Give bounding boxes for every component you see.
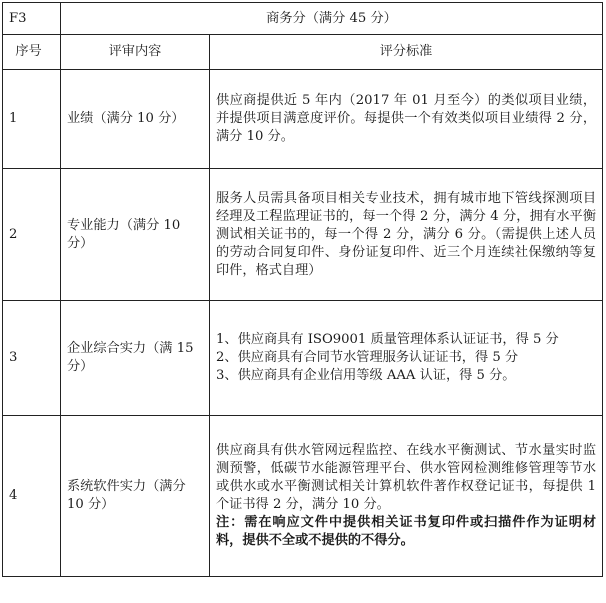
row-number: 3 [3,301,61,416]
table-title: 商务分（满分 45 分） [61,3,603,35]
row-item: 系统软件实力（满分 10 分） [61,416,210,577]
scoring-table [2,2,603,577]
table-row [3,169,603,301]
row-criteria [210,70,603,169]
criteria-text: 1、供应商具有 ISO9001 质量管理体系认证证书，得 5 分 [216,332,559,347]
row-item: 业绩（满分 10 分） [61,70,210,169]
table-row [3,70,603,169]
row-item: 专业能力（满分 10 分） [61,169,210,301]
row-number: 4 [3,416,61,577]
criteria-text: 2、供应商具有合同节水管理服务认证证书，得 5 分 [216,350,519,365]
table-title-row [3,3,603,35]
row-criteria [210,169,603,301]
criteria-text: 服务人员需具备项目相关专业技术，拥有城市地下管线探测项目经理及工程监理证书的，每一个得 2 分，满分 4 分，拥有水平衡测试相关证书的，每一个得 2 分，满分 6 分。（需提供上述人员的劳动合同复印件、身份证复印件、近三个月连续社保缴纳等复印件，格式自理） [216,190,597,278]
table-row [3,301,603,416]
criteria-note: 注：需在响应文件中提供相关证书复印件或扫描件作为证明材料，提供不全或不提供的不得分。 [216,515,597,548]
header-number: 序号 [3,35,61,70]
row-criteria [210,301,603,416]
row-number: 2 [3,169,61,301]
table-code: F3 [3,3,61,35]
criteria-text: 供应商提供近 5 年内（2017 年 01 月至今）的类似项目业绩，并提供项目满意度评价。每提供一个有效类似项目业绩得 2 分，满分 10 分。 [216,93,597,144]
row-item: 企业综合实力（满 15 分） [61,301,210,416]
row-number: 1 [3,70,61,169]
criteria-text: 3、供应商具有企业信用等级 AAA 认证，得 5 分。 [216,368,516,383]
header-review-content: 评审内容 [61,35,210,70]
header-scoring-criteria: 评分标准 [210,35,603,70]
table-row [3,416,603,577]
row-criteria [210,416,603,577]
table-header-row [3,35,603,70]
criteria-text: 供应商具有供水管网远程监控、在线水平衡测试、节水量实时监测预警，低碳节水能源管理平台、供水管网检测维修管理等节水或供水或水平衡测试相关计算机软件著作权登记证书，每提供 1 个证书得 2 分，满分 10 分。 [216,443,597,512]
